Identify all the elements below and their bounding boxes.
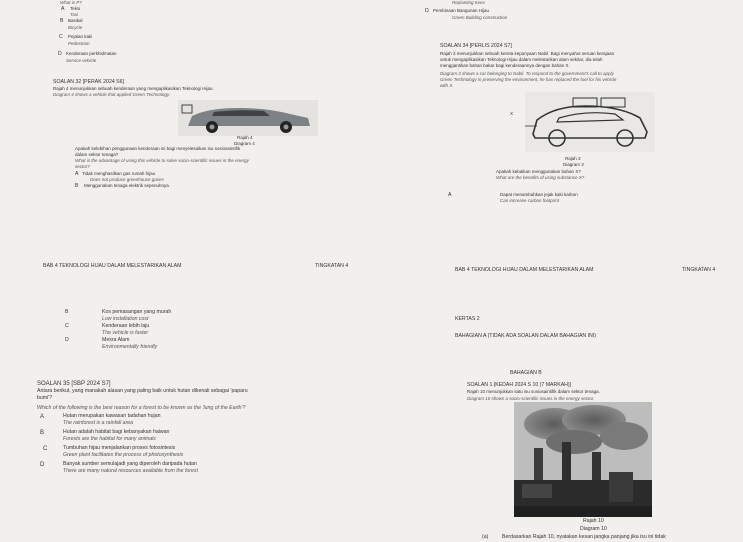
figure-label-malay: Rajah 4 (237, 135, 253, 140)
car-drawing-image (525, 92, 655, 152)
option-a-english: The rainforest is a rainfall area (63, 420, 134, 426)
question-text-english: Diagram 10 shows a socio-scientific issues in the energy sector. (467, 396, 595, 401)
option-b-letter: B (60, 18, 64, 24)
question-text-malay-2: untuk mengaplikasikan Teknologi Hijau dalam melestarikan alam sekitar, dia telah (440, 57, 603, 62)
option-c-malay: Pejalan kaki (68, 34, 93, 39)
option-d-english: There are many natural resources available from the forest (63, 468, 198, 474)
substance-x-label: X (510, 111, 514, 116)
option-a-malay: Dapat menambahkan jejak kaki karbon (500, 192, 578, 197)
question-prompt-malay: Apakah kelebihan penggunaan kenderaan ini bagi menyelesaikan isu sosiosaintifik (75, 146, 241, 151)
option-c-english: Green plant facilitates the process of photosynthesis (63, 452, 184, 458)
question-prompt-malay: Apakah kebaikan menggunakan bahan X? (496, 169, 581, 174)
option-d-letter: D (40, 462, 45, 468)
form-label: TINGKATAN 4 (682, 267, 716, 273)
question-text-malay-3: menggantikan bahan bakar bagi kenderaannya dengan bahan X. (440, 63, 570, 68)
option-c-english: The vehicle is faster (102, 330, 149, 336)
section-a-label: BAHAGIAN A (TIDAK ADA SOALAN DALAM BAHAGIAN INI) (455, 333, 596, 339)
option-a-malay: Teksi (70, 6, 81, 11)
option-d-malay: Mesra Alam (102, 337, 130, 343)
subquestion-label: (a) (482, 534, 489, 540)
option-d-english: Green Building construction (452, 15, 508, 20)
option-a-letter: A (61, 6, 65, 12)
question-prompt-malay-2: dalam sektor tenaga? (75, 152, 119, 157)
question-text-malay: Rajah 4 menunjukkan sebuah kenderaan yang mengaplikasikan Teknologi Hijau. (53, 86, 214, 91)
question-prompt-english: What is the advantage of using this vehicle to solve socio-scientific issues in the energy (75, 158, 249, 163)
paper-label: KERTAS 2 (455, 316, 480, 322)
subquestion-text: Berdasarkan Rajah 10, nyatakan kesan jangka panjang jika isu ini tidak (502, 534, 666, 540)
option-a-malay: Tidak menghasilkan gas rumah hijau (82, 171, 156, 176)
option-c-letter: C (59, 34, 63, 40)
option-b-malay: Menggunakan tenaga elektrik sepenuhnya (84, 183, 169, 188)
option-a-malay: Hutan merupakan kawasan tadahan hujan (63, 413, 161, 419)
option-b-letter: B (40, 430, 45, 436)
option-b-malay: Basikal (68, 18, 83, 23)
chapter-title: BAB 4 TEKNOLOGI HIJAU DALAM MELESTARIKAN ALAM (455, 267, 594, 273)
option-d-letter: D (65, 337, 69, 343)
figure-label-malay: Rajah 10 (583, 518, 604, 524)
question-text-malay: Antara berikut, yang manakah alasan yang paling baik untuk hutan dikenali sebagai 'paparu (37, 388, 248, 394)
question-text-english-2: Green Technology in preserving the environment, he has replaced the fuel for his vehicle (440, 77, 617, 82)
power-plant-pollution-image (514, 402, 652, 517)
option-a-letter: A (448, 192, 452, 198)
option-b-letter: B (75, 183, 79, 189)
chapter-title: BAB 4 TEKNOLOGI HIJAU DALAM MELESTARIKAN ALAM (43, 263, 182, 269)
option-d-malay: Pembinaan Bangunan Hijau (433, 8, 490, 13)
question-code: SOALAN 32 [PERAK 2024 S6] (53, 79, 124, 85)
option-c-malay: Tumbuhan hijau menjalankan proses fotosintesis (63, 445, 176, 451)
question-header: What is P? (60, 0, 82, 5)
question-text-english: Diagram 4 shows a vehicle that applied Green Technology. (53, 92, 171, 97)
option-b-english: Forests are the habitat for many animals (63, 436, 156, 442)
option-c-letter: C (43, 446, 48, 452)
option-b-letter: B (65, 309, 69, 315)
option-c-letter: C (65, 323, 69, 329)
option-a-english: Does not produce greenhouse gases (90, 177, 164, 182)
option-d-english: Environmentally friendly (102, 344, 158, 350)
figure-label-malay: Rajah 3 (565, 156, 581, 161)
section-b-label: BAHAGIAN B (510, 370, 542, 376)
option-d-letter: D (425, 8, 429, 14)
question-text-english: Diagram 3 shows a car belonging to Nabil. To respond to the government's call to apply (440, 71, 614, 76)
option-b-english: Low installation cost (102, 316, 149, 322)
option-a-english: Can increase carbon footprint (500, 198, 560, 203)
question-text-english-3: with X. (440, 83, 454, 88)
option-d-malay: Banyak sumber semulajadi yang diperoleh daripada hutan (63, 461, 197, 467)
option-b-english: Bicycle (68, 25, 83, 30)
question-prompt-english: What are the benefits of using substance X? (496, 175, 585, 180)
option-d-english: Service vehicle (66, 58, 97, 63)
question-code: SOALAN 1 [KEDAH 2024 S 10 (7 MARKAH)] (467, 382, 572, 388)
form-label: TINGKATAN 4 (315, 263, 349, 269)
figure-label-english: Diagram 3 (563, 162, 584, 167)
question-code: SOALAN 34 [PERLIS 2024 S7] (440, 43, 512, 49)
option-c-malay: Kenderaan lebih laju (102, 323, 150, 329)
option-a-letter: A (40, 414, 45, 420)
option-b-malay: Kos pemasangan yang murah (102, 309, 172, 315)
option-a-english: Taxi (70, 12, 79, 17)
option-d-malay: Kenderaan perkhidmatan (66, 51, 117, 56)
figure-label-english: Diagram 4 (234, 141, 255, 146)
option-c-english: Replanting trees (452, 0, 485, 5)
option-d-letter: D (58, 51, 62, 57)
question-prompt-english-2: sector? (75, 164, 90, 169)
question-text-malay: Rajah 3 menunjukkan sebuah kereta kepunyaan Nabil. Bagi menyahut seruan kerajaan (440, 51, 615, 56)
figure-label-english: Diagram 10 (580, 526, 607, 532)
option-a-letter: A (75, 171, 79, 177)
question-text-malay: Rajah 10 menunjukkan satu isu sosiosaintifik dalam sektor tenaga. (467, 389, 600, 394)
option-c-english: Pedestrian (68, 41, 90, 46)
electric-car-image (178, 100, 318, 136)
question-text-malay-2: bumi'? (37, 395, 53, 401)
question-code: SOALAN 35 [SBP 2024 S7] (37, 381, 111, 387)
option-b-malay: Hutan adalah habitat bagi kebanyakan haiwan (63, 429, 170, 435)
question-text-english: Which of the following is the best reason for a forest to be known as the 'lung of the Earth'? (37, 405, 246, 411)
